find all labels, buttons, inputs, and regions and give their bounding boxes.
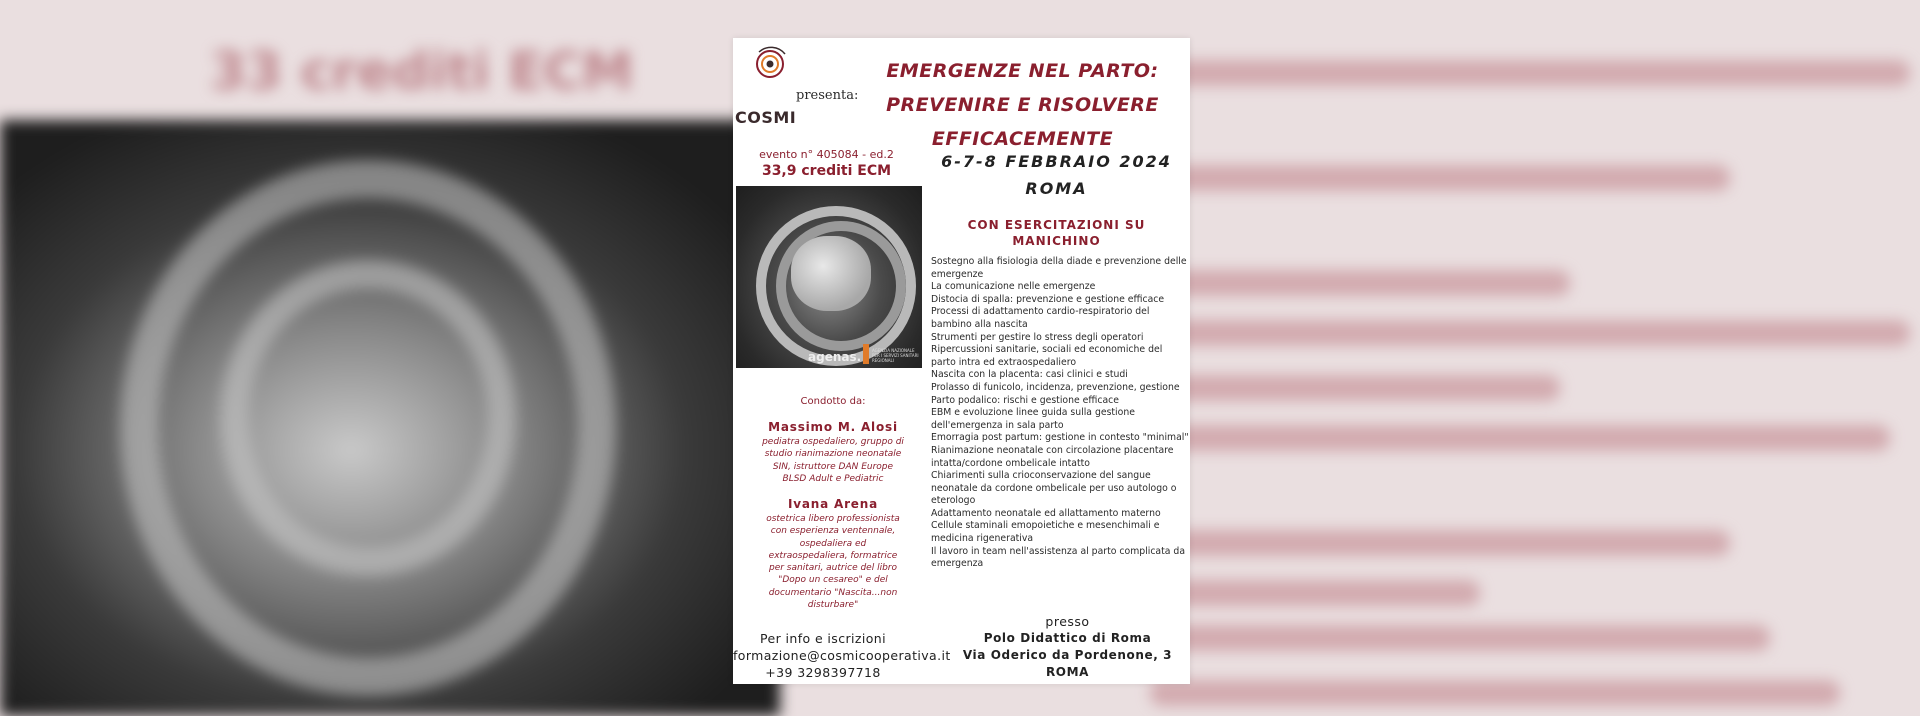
venue bbox=[945, 630, 1190, 681]
event-title bbox=[855, 54, 1190, 156]
condotto-label: Condotto da: bbox=[800, 396, 866, 407]
agenas-brand: agenas. bbox=[808, 350, 862, 364]
venue-address: Via Oderico da Pordenone, 3 bbox=[962, 648, 1173, 662]
venue-name: Polo Didattico di Roma bbox=[983, 631, 1152, 645]
topic-list bbox=[931, 256, 1190, 571]
event-city: ROMA bbox=[1025, 179, 1088, 198]
presenta-label: presenta: bbox=[796, 88, 859, 103]
list-item: Distocia di spalla: prevenzione e gestione efficace bbox=[931, 293, 1165, 305]
agenas-subtitle: AGENZIA NAZIONALE PER I SERVIZI SANITARI REGIONALI bbox=[872, 348, 919, 363]
info-email: formazione@cosmicooperativa.it bbox=[733, 648, 951, 663]
event-date: 6-7-8 FEBBRAIO 2024 bbox=[941, 152, 1172, 171]
list-item: Processi di adattamento cardio-respiratorio del bambino alla nascita bbox=[931, 306, 1150, 330]
list-item: Adattamento neonatale ed allattamento materno bbox=[931, 507, 1161, 519]
list-item: Sostegno alla fisiologia della diade e prevenzione delle emergenze bbox=[931, 256, 1187, 280]
background-photo bbox=[0, 120, 780, 716]
title-line-2: PREVENIRE E RISOLVERE EFFICACEMENTE bbox=[886, 94, 1159, 150]
title-line-1: EMERGENZE NEL PARTO: bbox=[886, 60, 1159, 82]
list-item: Ripercussioni sanitarie, sociali ed economiche del parto intra ed extraospedaliero bbox=[931, 344, 1163, 368]
list-item: Rianimazione neonatale con circolazione placentare intatta/cordone ombelicale intatto bbox=[931, 444, 1174, 469]
list-item: Il lavoro in team nell'assistenza al parto complicata da emergenza bbox=[931, 545, 1186, 570]
event-number: evento n° 405084 - ed.2 bbox=[759, 148, 894, 161]
list-item: Nascita con la placenta: casi clinici e studi bbox=[931, 369, 1128, 381]
list-item: Prolasso di funicolo, incidenza, prevenzione, gestione bbox=[931, 381, 1180, 393]
list-item: Chiarimenti sulla crioconservazione del sangue neonatale da cordone ombelicale per uso autologo o eterologo bbox=[931, 470, 1177, 507]
speaker-1-name: Massimo M. Alosi bbox=[768, 420, 898, 434]
info-phone: +39 3298397718 bbox=[765, 665, 881, 680]
esercitazioni-label: CON ESERCITAZIONI SU MANICHINO bbox=[967, 218, 1146, 248]
agenas-mark-icon bbox=[863, 344, 869, 364]
list-item: Strumenti per gestire lo stress degli operatori bbox=[931, 331, 1144, 343]
venue-city: ROMA bbox=[1045, 665, 1090, 679]
info-label: Per info e iscrizioni bbox=[760, 631, 886, 646]
list-item: La comunicazione nelle emergenze bbox=[931, 281, 1096, 293]
list-item: Emorragia post partum: gestione in contesto "minimal" bbox=[931, 432, 1189, 444]
contact-info bbox=[733, 630, 951, 681]
presso-label: presso bbox=[1045, 614, 1090, 629]
newborn-photo bbox=[736, 186, 922, 368]
speaker-2-description: ostetrica libero professionista con esperienza ventennale, ospedaliera ed extraospedaliera, formatrice per sanitari, autrice del libro "Dopo un cesareo" e del documentario "Nascita...non disturbare" bbox=[766, 514, 900, 611]
logo-text: COSMI bbox=[735, 108, 797, 127]
speaker-2-name: Ivana Arena bbox=[788, 497, 878, 511]
list-item: EBM e evoluzione linee guida sulla gestione dell'emergenza in sala parto bbox=[931, 407, 1135, 431]
speaker-1-description: pediatra ospedaliero, gruppo di studio rianimazione neonatale SIN, istruttore DAN Europe BLSD Adult e Pediatric bbox=[762, 437, 904, 484]
list-item: Parto podalico: rischi e gestione efficace bbox=[931, 394, 1119, 406]
list-item: Cellule staminali emopoietiche e mesenchimali e medicina rigenerativa bbox=[931, 520, 1160, 545]
cosmi-logo bbox=[737, 42, 803, 98]
event-poster bbox=[733, 38, 1190, 684]
ecm-credits: 33,9 crediti ECM bbox=[761, 163, 892, 179]
background-crediti: 33 crediti ECM bbox=[210, 42, 634, 102]
